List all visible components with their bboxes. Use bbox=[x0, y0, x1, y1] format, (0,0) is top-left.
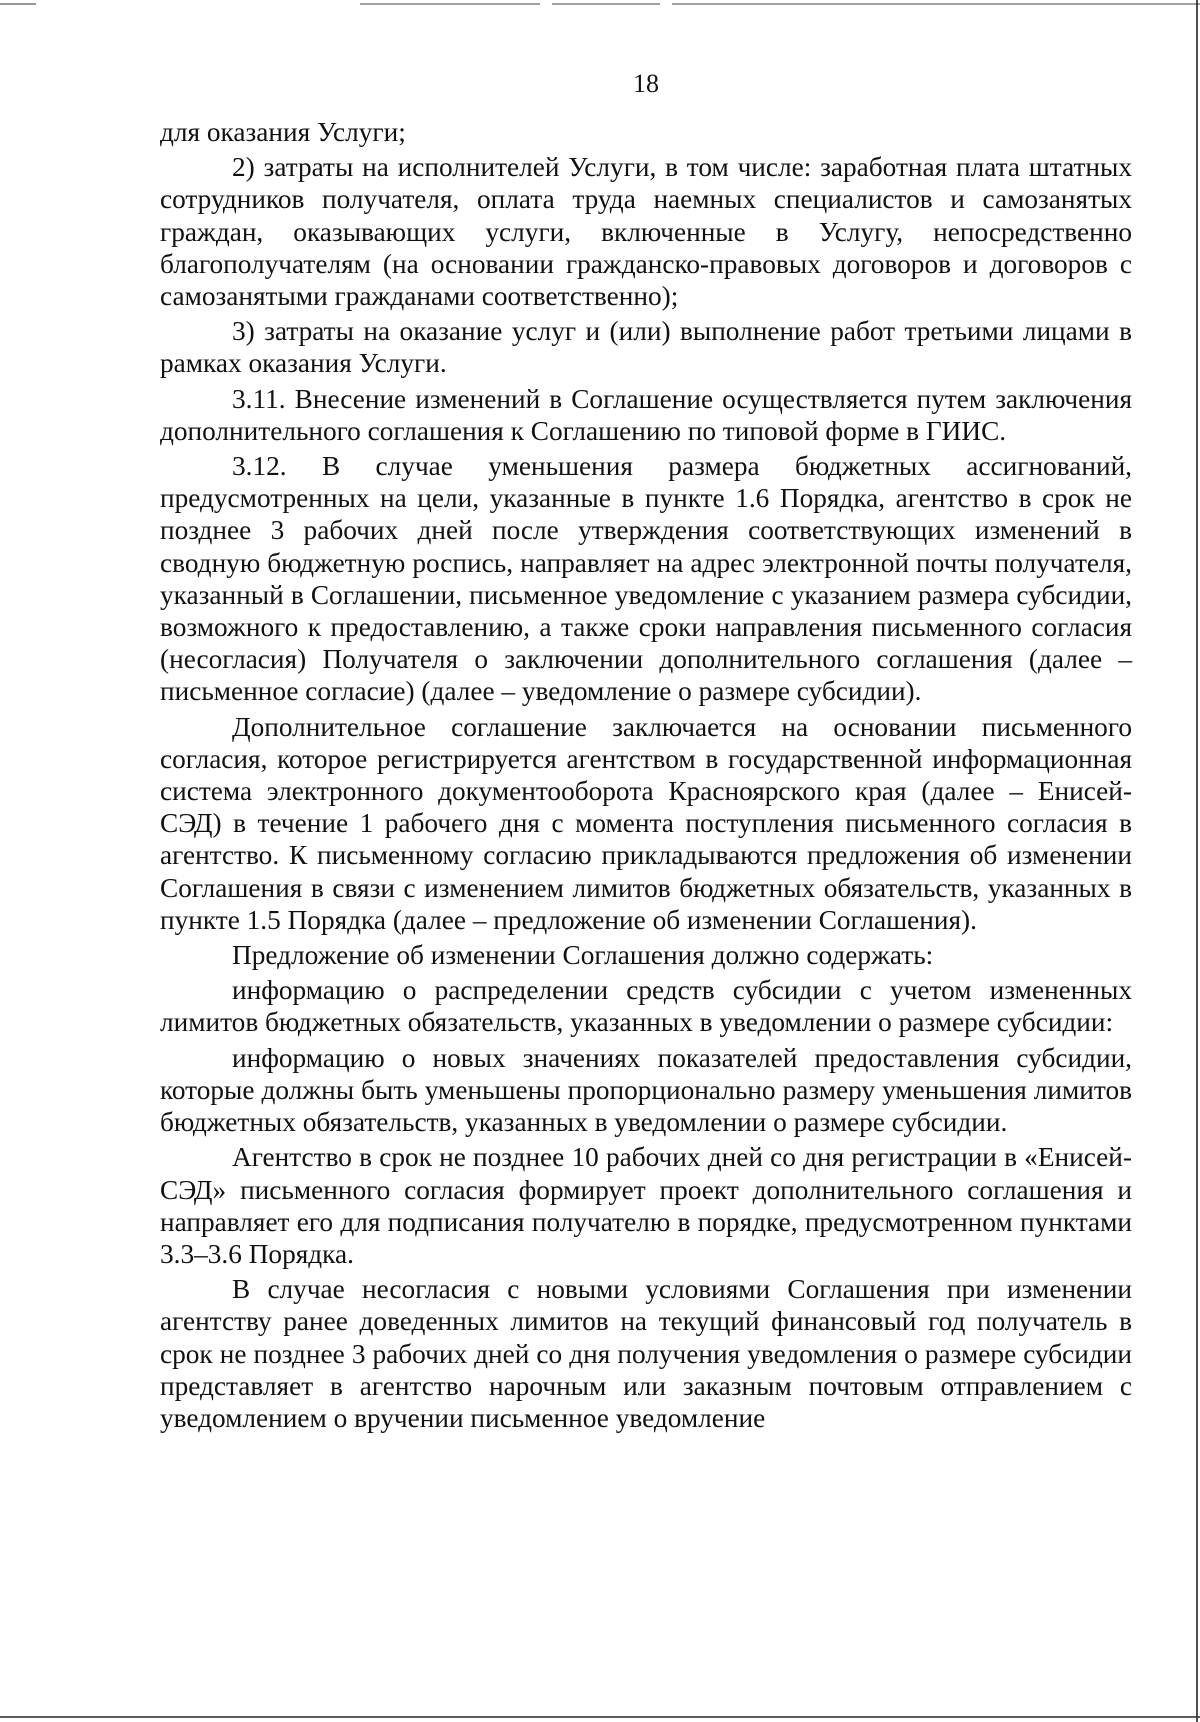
scan-edge-bottom bbox=[0, 1716, 1200, 1718]
paragraph-3-12: 3.12. В случае уменьшения размера бюджетных ассигнований, предусмотренных на цели, указанные в пункте 1.6 Порядка, агентство в срок не позднее 3 рабочих дней после утверждения соответствующих изменений в сводную бюджетную роспись, направляет на адрес электронной почты получателя, указанный в Соглашении, письменное уведомление с указанием размера субсидии, возможного к предоставлению, а также сроки направления письменного согласия (несогласия) Получателя о заключении дополнительного соглашения (далее – письменное согласие) (далее – уведомление о размере субсидии). bbox=[160, 451, 1132, 707]
paragraph-indicator-info: информацию о новых значениях показателей предоставления субсидии, которые должны быть уменьшены пропорционально размеру уменьшения лимитов бюджетных обязательств, указанных в уведомлении о размере субсидии. bbox=[160, 1042, 1132, 1138]
document-page bbox=[160, 66, 1132, 1434]
scan-edge-top bbox=[0, 3, 1200, 5]
paragraph-additional-agreement: Дополнительное соглашение заключается на основании письменного согласия, которое регистрируется агентством в государственной информационная система электронного документооборота Красноярского края (далее – Енисей-СЭД) в течение 1 рабочего дня с момента поступления письменного согласия в агентство. К письменному согласию прикладываются предложения об изменении Соглашения в связи с изменением лимитов бюджетных обязательств, указанных в пункте 1.5 Порядка (далее – предложение об изменении Соглашения). bbox=[160, 711, 1132, 935]
paragraph-item-3: 3) затраты на оказание услуг и (или) выполнение работ третьими лицами в рамках оказания Услуги. bbox=[160, 316, 1132, 379]
scan-edge-right bbox=[1196, 0, 1198, 1722]
paragraph-proposal-content: Предложение об изменении Соглашения должно содержать: bbox=[232, 940, 934, 971]
paragraph-continuation: для оказания Услуги; bbox=[160, 117, 406, 147]
paragraph-disagreement: В случае несогласия с новыми условиями Соглашения при изменении агентству ранее доведенных лимитов на текущий финансовый год получатель в срок не позднее 3 рабочих дней со дня получения уведомления о размере субсидии представляет в агентство нарочным или заказным почтовым отправлением с уведомлением о вручении письменное уведомление bbox=[160, 1274, 1132, 1433]
page-number: 18 bbox=[633, 69, 659, 98]
paragraph-item-2: 2) затраты на исполнителей Услуги, в том числе: заработная плата штатных сотрудников получателя, оплата труда наемных специалистов и самозанятых граждан, оказывающих услуги, включенные в Услугу, непосредственно благополучателям (на основании гражданско-правовых договоров и договоров с самозанятыми гражданами соответственно); bbox=[160, 152, 1132, 312]
paragraph-3-11: 3.11. Внесение изменений в Соглашение осуществляется путем заключения дополнительного соглашения к Соглашению по типовой форме в ГИИС. bbox=[160, 383, 1132, 446]
paragraph-distribution-info: информацию о распределении средств субсидии с учетом измененных лимитов бюджетных обязательств, указанных в уведомлении о размере субсидии: bbox=[160, 975, 1132, 1038]
paragraph-agency-deadline: Агентство в срок не позднее 10 рабочих дней со дня регистрации в «Енисей-СЭД» письменного согласия формирует проект дополнительного соглашения и направляет его для подписания получателю в порядке, предусмотренном пунктами 3.3–3.6 Порядка. bbox=[160, 1142, 1132, 1269]
